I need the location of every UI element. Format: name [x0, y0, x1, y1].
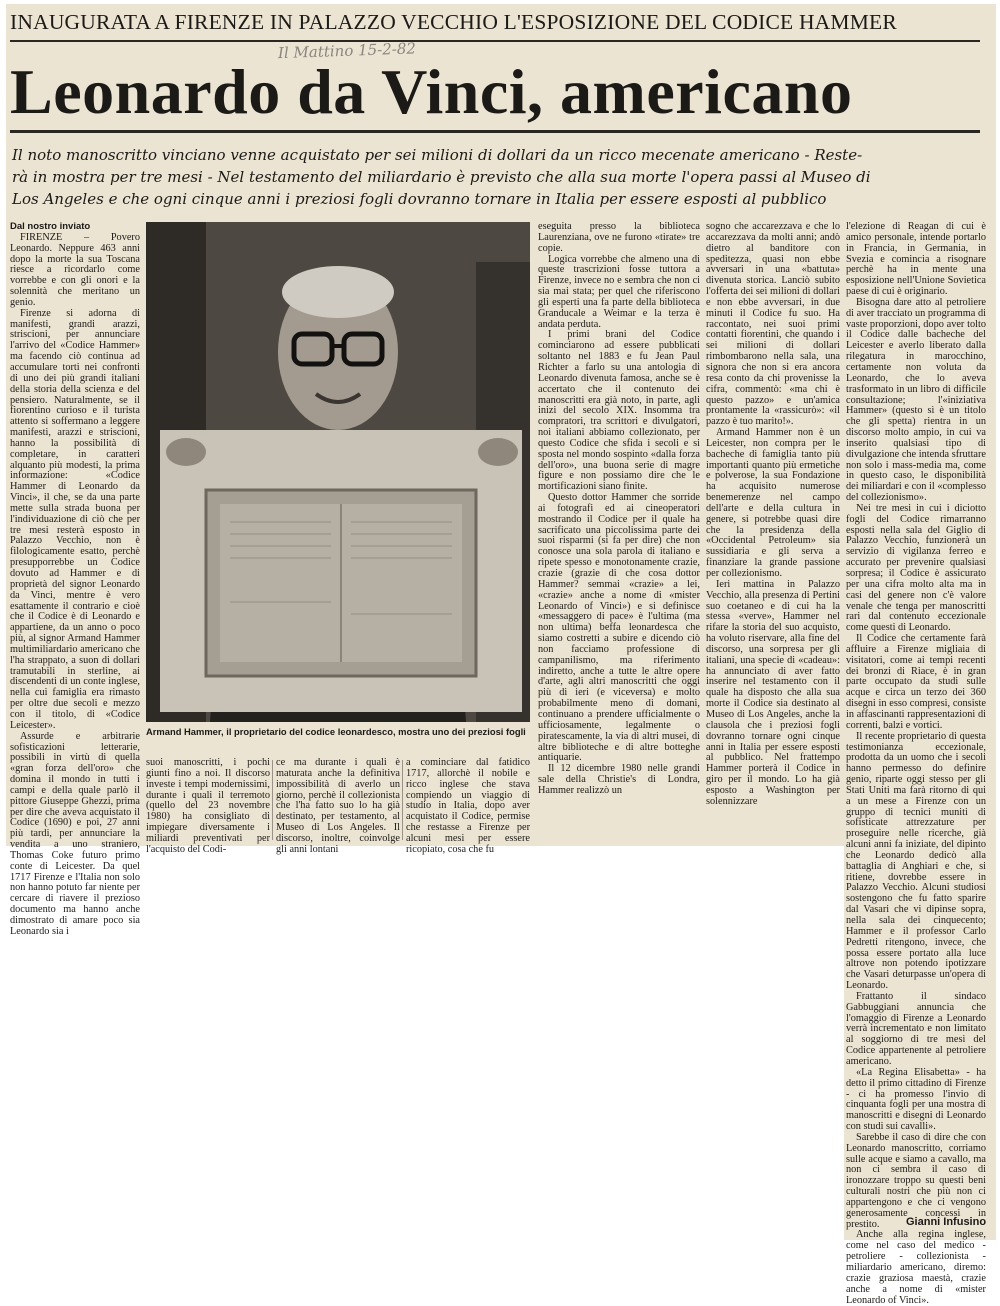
paragraph: Nei tre mesi in cui i diciotto fogli del Codice rimarranno esposti nella sala del Giglio di Palazzo Vecchio, funzionerà un servizio di vigilanza ferreo e accurato per prevenire qualsiasi sorpresa; il Codice è assicurato per una cifra molto alta ma in casi del genere non c'è valore venale che tenga per manoscritti rari dal contenuto eccezionale come questi di Leonardo.	[846, 502, 986, 634]
paragraph: ce ma durante i quali è maturata anche la definitiva impossibilità di averlo un giorno, perchè il collezionista che l'ha fatto suo lo ha già destinato, per testamento, al Museo di Los Angeles. Il discorso, inoltre, coinvolge gli anni lontani	[276, 757, 400, 855]
paragraph: Anche alla regina inglese, come nel caso del medico - petroliere - collezionista - miliardario americano, diremo: crazie graziosa maestà, crazie anche a nome di «mister Leonardo of Vinci».	[846, 1229, 986, 1306]
author-signature: Gianni Infusino	[906, 1216, 987, 1228]
paragraph: Il Codice che certamente farà affluire a Firenze migliaia di visitatori, come ai tempi recenti dei bronzi di Riace, è in gran parte occupato da studi sulle acque e circa un terzo dei 360 disegni in esso compresi, consiste in affascinanti rappresentazioni di correnti, balzi e vortici.	[846, 633, 986, 731]
deck-line: rà in mostra per tre mesi - Nel testamento del miliardario è previsto che alla sua morte l'opera passi al Museo di	[12, 168, 871, 186]
paragraph: Il 12 dicembre 1980 nelle grandi sale della Christie's di Londra, Hammer realizzò un	[538, 763, 700, 796]
article-column-4	[538, 222, 700, 842]
paragraph: Questo dottor Hammer che sorride ai fotografi ed ai cineoperatori mostrando il Codice per il quale ha sacrificato una piccolissima parte dei suoi risparmi (si fa per dire) che non conosce una sola parola di italiano e ripete spesso e monotonamente crazie, crazie (grazie di che cosa dottor Hammer? semmai «crazie» a lei, «crazie» anche a nome di «mister Leonardo of Vinci») e si definisce «messaggero di pace» è l'ultima (ma non ultima) beffa leonardesca che siamo costretti a subire e dicendo ciò non facciamo professione di campanilismo, ma riferimento indiretto, anche a tutte le altre opere d'arte, agli altri manoscritti che oggi più di ieri (e viceversa) e molto probabilmente meno di domani, continuano a prendere ufficialmente o ufficiosamente, legalmente o piratescamente, la via di altri musei, di altre biblioteche e di altre botteghe antiquarie.	[538, 492, 700, 764]
column-divider	[272, 760, 273, 840]
deck-line: Los Angeles e che ogni cinque anni i preziosi fogli dovranno tornare in Italia per essere esposti al pubblico	[12, 190, 827, 208]
paragraph: Ieri mattina in Palazzo Vecchio, alla presenza di Pertini suo coetaneo e di cui ha la stessa «verve», Hammer nel rifare la storia del suo acquisto, ha voluto riservare, alla fine del discorso, una sorpresa per gli italiani, una specie di «cadeau»: ha annunciato di aver fatto inserire nel testamento con il quale ha disposto che alla sua morte il Codice sia destinato al Museo di Los Angeles, anche la clausola che i preziosi fogli dovranno tornare ogni cinque anni in Italia per essere esposti al pubblico. Nel frattempo Hammer porterà il Codice in giro per il mondo. Lo ha già esposto a Washington per solennizzare	[706, 578, 840, 807]
paragraph: «La Regina Elisabetta» - ha detto il primo cittadino di Firenze - ci ha promesso l'invio di cinquanta fogli per una mostra di manoscritti e disegni di Leonardo con studi sui cavalli».	[846, 1066, 986, 1133]
paragraph: Armand Hammer non è un Leicester, non compra per le bacheche di famiglia tanto più importanti quanto più ermetiche e polverose, la sua Fondazione ha acquisito numerose benemerenze nel campo dell'arte e della cultura in genere, si potrebbe quasi dire che la presidenza della «Occidental Petroleum» sia sussidiaria e gli serva a finanziare la grande passione per collezionismo.	[706, 427, 840, 579]
paragraph: I primi brani del Codice cominciarono ad essere pubblicati soltanto nel 1883 e fu Jean Paul Richter a farlo su una antologia di Leonardo divenuta famosa, anche se è accertato che il contenuto dei manoscritti era già noto, in parte, agli inizi del secolo XIX. Insomma tra compratori, tra scrittori e divulgatori, noi italiani abbiamo collezionato, per questo Codice che sfida i secoli e si sposta nel mondo sospinto «dalla forza dell'oro», una buona serie di magre figure e non possiamo dire che le mortificazioni siano finite.	[538, 329, 700, 493]
kicker-headline: INAUGURATA A FIRENZE IN PALAZZO VECCHIO L'ESPOSIZIONE DEL CODICE HAMMER	[10, 10, 897, 34]
paragraph: suoi manoscritti, i pochi giunti fino a noi. Il discorso investe i tempi modernissimi, durante i quali il terremoto (quello del 23 novembre 1980) ha consigliato di impiegare diversamente i miliardi preventivati per l'acquisto del Codi-	[146, 757, 270, 855]
paragraph: Logica vorrebbe che almeno una di queste trascrizioni fosse tuttora a Firenze, invece no e sembra che non ci sia mai stata; per quel che riferiscono gli esperti una fa parte della biblioteca Granducale a Weimar e la terza è andata perduta.	[538, 253, 700, 330]
byline: Dal nostro inviato	[10, 221, 91, 232]
paragraph: Firenze si adorna di manifesti, grandi arazzi, striscioni, per annunciare l'arrivo del «Codice Hammer» ma facendo ciò continua ad accumulare torti nei confronti di uno dei più grandi italiani della storia della scienza e del pensiero. Naturalmente, se il fiorentino curioso e il turista attento si soffermano a leggere manifesti, arazzi e striscioni, hanno la possibilità di completare, in caratteri alquanto più modesti, la prima informazione: «Codice Hammer di Leonardo da Vinci», il che, se da una parte mette sulla strada buona per l'individuazione di ciò che per tre mesi resterà esposto in Palazzo Vecchio, non è filologicamente esatto, perchè presupporrebbe un Codice dovuto ad Hammer e di proprietà del signor Leonardo da Vinci, mentre è vero esattamente il contrario e cioè che il Codice è di Leonardo e appartiene, da un anno o poco più, al signor Armand Hammer multimiliardario americano che l'ha strappato, a suon di dollari tramutabili in sterline, ai discendenti di un conte inglese, nella cui famiglia era rimasto per oltre due secoli e mezzo con il titolo, di «Codice Leicester».	[10, 307, 140, 731]
paragraph: Il recente proprietario di questa testimonianza eccezionale, prodotta da un uomo che i secoli hanno permesso do definire genio, riparte oggi stesso per gli Stati Uniti ma farà ritorno di qui a un mese a Firenze con un gruppo di tecnici muniti di sofisticate attrezzature per proseguire nelle ricerche, già alcuni anni fa iniziate, del dipinto che Leonardo dedicò alla battaglia di Anghiari e che, si ritiene, dovrebbe essere in Palazzo Vecchio. Alcuni studiosi sostengono che fu fatto sparire dal Vasari che vi dipinse sopra, nella sala dei cinquecento; Hammer e il professor Carlo Pedretti ritengono, invece, che possa essere portato alla luce altrove non potendo ipotizzare che Vasari deturpasse un'opera di Leonardo.	[846, 730, 986, 992]
article-column-3-lower	[276, 757, 400, 855]
article-column-4-lower	[406, 757, 530, 855]
article-column-5	[706, 222, 840, 842]
paragraph: Frattanto il sindaco Gabbuggiani annuncia che l'omaggio di Firenze a Leonardo verrà incrementato e non limitato al soggiorno di tre mesi del Codice appartenente al petroliere americano.	[846, 990, 986, 1067]
photo-illustration	[146, 222, 530, 722]
headline-rule	[10, 130, 980, 133]
handwritten-note: Il Mattino 15-2-82	[277, 39, 417, 63]
article-column-2-lower	[146, 757, 270, 855]
paragraph: FIRENZE – Povero Leonardo. Neppure 463 anni dopo la morte la sua Toscana riesce a ricordarlo come vorrebbe e con gli onori e la solennità che meritano un genio.	[10, 231, 140, 308]
article-column-1	[10, 221, 140, 937]
column-divider	[402, 760, 403, 840]
deck-subheadline	[12, 144, 980, 210]
photo-armand-hammer	[146, 222, 530, 722]
paragraph: l'elezione di Reagan di cui è amico personale, intende portarlo in Francia, in Germania, in Svezia e comincia a risognare perchè ha in mente una esposizione nell'Unione Sovietica paese di cui è originario.	[846, 221, 986, 298]
paragraph: sogno che accarezzava e che lo accarezzava da molti anni; andò dietro al banditore con speditezza, quasi non ebbe avversari in una «battuta» divenuta storica. Lanciò subito l'offerta dei sei milioni di dollari e non ebbe avversari, in due minuti il Codice fu suo. Ha raccontato, nei suoi primi contatti fiorentini, che quando i sei milioni di dollari rimbombarono nella sala, una signora che non si era ancora resa conto da chi provenisse la cifra, commentò: «ma chi è questo pazzo» e un'amica prontamente la «rassicurò»: «il pazzo è tuo marito!».	[706, 221, 840, 428]
deck-line: Il noto manoscritto vinciano venne acquistato per sei milioni di dollari da un ricco mecenate americano - Reste-	[12, 146, 863, 164]
paragraph: Bisogna dare atto al petroliere di aver tracciato un programma di vaste proporzioni, dopo aver tolto il Codice dalle bacheche del Leicester e averlo liberato dalla rilegatura in marocchino, certamente non voluta da Leonardo, che lo aveva trasformato in un libro di difficile consultazione; l'«iniziativa Hammer» (questo sì è un titolo che gli spetta) rientra in un discorso molto ampio, in cui va inserito qualsiasi tipo di divulgazione che intenda sfruttare non solo i mass-media ma, come in questo caso, le disponibilità dei miliardari e con il «complesso del collezionismo».	[846, 296, 986, 504]
paragraph: a cominciare dal fatidico 1717, allorchè il nobile e ricco inglese che stava compiendo un viaggio di studio in Italia, dopo aver acquistato il Codice, permise che restasse a Firenze per alcuni mesi per essere ricopiato, cosa che fu	[406, 757, 530, 855]
main-headline: Leonardo da Vinci, americano	[10, 56, 853, 127]
paragraph: eseguita presso la biblioteca Laurenziana, ove ne furono «tirate» tre copie.	[538, 221, 700, 254]
photo-caption: Armand Hammer, il proprietario del codice leonardesco, mostra uno dei preziosi fogli	[146, 726, 526, 737]
paragraph: Assurde e arbitrarie sofisticazioni letterarie, possibili in virtù di quella «gran forza dell'oro» che domina il mondo in tutti i campi e della quale parlò il pittore Giuseppe Ghezzi, prima per dire che aveva acquistato il Codice (1690) e poi, 27 anni più tardi, per annunciare la vendita a uno straniero, Thomas Coke futuro primo conte di Leicester. Da quel 1717 Firenze e l'Italia non solo non hanno potuto far niente per cercare di riavere il prezioso documento ma hanno anche dimostrato di amare poco sia Leonardo sia i	[10, 730, 140, 937]
paragraph: Sarebbe il caso di dire che con Leonardo manoscritto, corriamo sulle acque e siamo a cavallo, ma non ci sembra il caso di ironozzare troppo su questi beni culturali nostri che più non ci appartengono e che ci vengono generosamente concessi in prestito.	[846, 1131, 986, 1230]
